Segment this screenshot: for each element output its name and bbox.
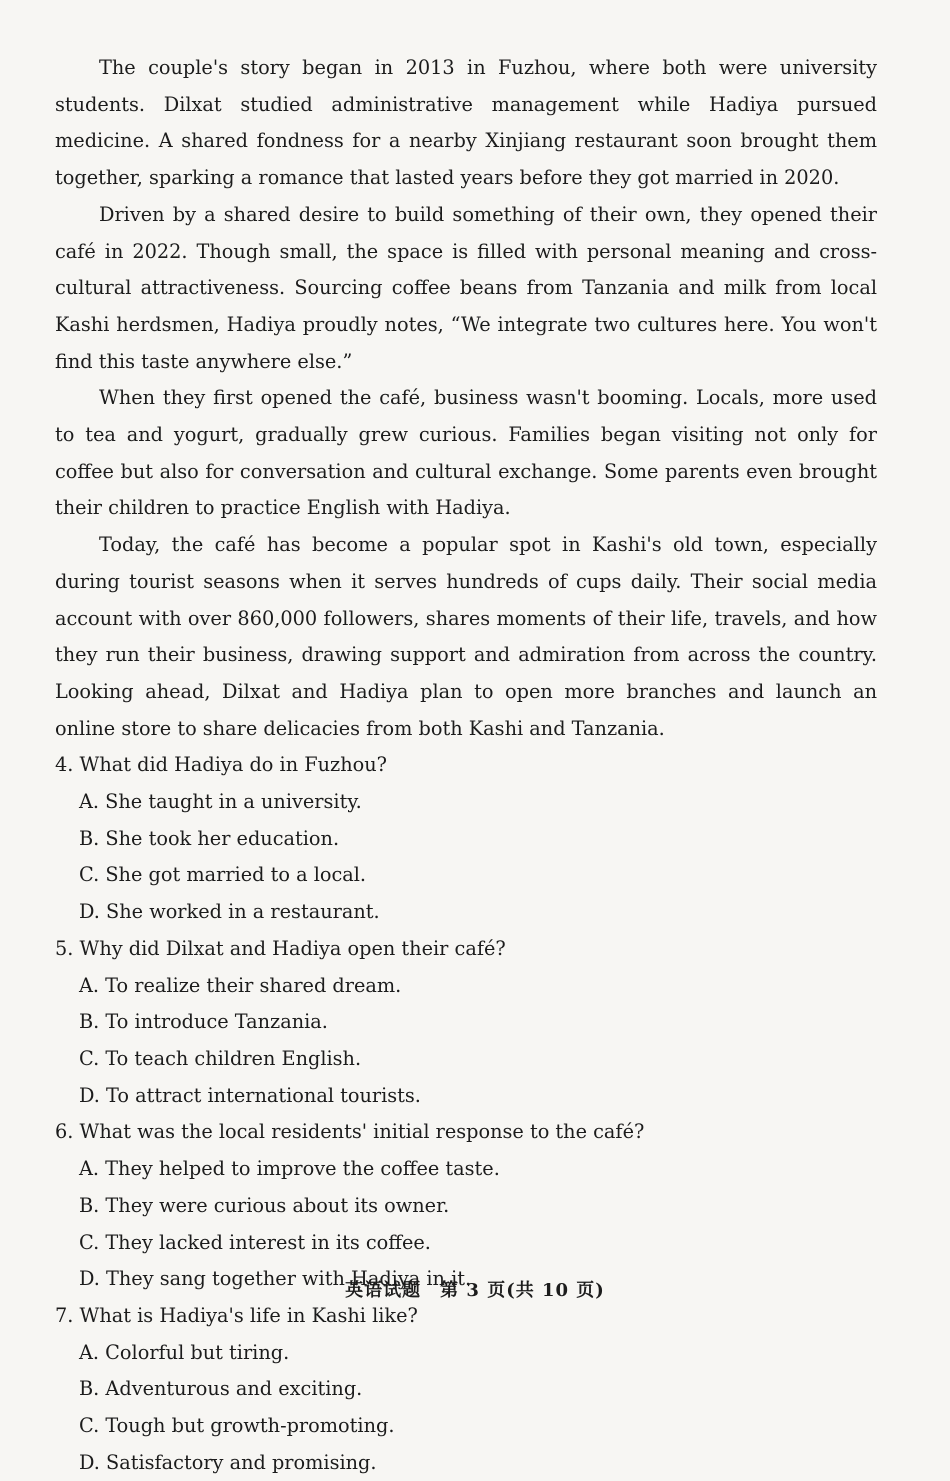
option-d: D. Satisfactory and promising. (79, 1450, 377, 1474)
option-d: D. To attract international tourists. (79, 1083, 421, 1107)
option-a: A. They helped to improve the coffee taste. (79, 1157, 500, 1181)
passage-paragraph-3: When they first opened the café, business wasn't booming. Locals, more used to tea and yogurt, gradually grew curious. Families began visiting not only for coffee but also for conversation and cultural exchange. Some parents even brought their children to practice English with Hadiya. (55, 386, 877, 520)
question-5 (55, 931, 877, 1115)
option-a: A. To realize their shared dream. (79, 973, 402, 997)
question-stem: 7. What is Hadiya's life in Kashi like? (55, 1303, 418, 1327)
passage-paragraph-4: Today, the café has become a popular spot in Kashi's old town, especially during tourist seasons when it serves hundreds of cups daily. Their social media account with over 860,000 followers, shares moments of their life, travels, and how they run their business, drawing support and admiration from across the country. Looking ahead, Dilxat and Hadiya plan to open more branches and launch an online store to share delicacies from both Kashi and Tanzania. (55, 533, 877, 740)
question-stem: 6. What was the local residents' initial response to the café? (55, 1120, 645, 1144)
question-4 (55, 747, 877, 931)
question-7 (55, 1298, 877, 1481)
option-b: B. They were curious about its owner. (79, 1193, 450, 1217)
option-b: B. She took her education. (79, 826, 340, 850)
passage-paragraph-2: Driven by a shared desire to build something of their own, they opened their café in 2022. Though small, the space is filled with personal meaning and cross-cultural attractiveness. Sourcing coffee beans from Tanzania and milk from local Kashi herdsmen, Hadiya proudly notes, “We integrate two cultures here. You won't find this taste anywhere else.” (55, 202, 877, 373)
page-footer: 英语试题 第 3 页(共 10 页) (345, 1280, 605, 1301)
option-a: A. She taught in a university. (79, 790, 362, 814)
question-stem: 5. Why did Dilxat and Hadiya open their café? (55, 936, 506, 960)
question-6 (55, 1114, 877, 1298)
option-b: B. Adventurous and exciting. (79, 1377, 363, 1401)
option-c: C. They lacked interest in its coffee. (79, 1230, 431, 1254)
option-b: B. To introduce Tanzania. (79, 1010, 328, 1034)
option-d: D. She worked in a restaurant. (79, 900, 380, 924)
option-a: A. Colorful but tiring. (79, 1340, 290, 1364)
option-c: C. Tough but growth-promoting. (79, 1414, 395, 1438)
option-d: D. They sang together with Hadiya in it. (79, 1267, 472, 1291)
passage-paragraph-1: The couple's story began in 2013 in Fuzhou, where both were university students. Dilxat studied administrative management while Hadiya pursued medicine. A shared fondness for a nearby Xinjiang restaurant soon brought them together, sparking a romance that lasted years before they got married in 2020. (55, 56, 877, 190)
question-stem: 4. What did Hadiya do in Fuzhou? (55, 753, 387, 777)
document-page (55, 50, 877, 1481)
answer-options (55, 784, 877, 931)
option-c: C. To teach children English. (79, 1046, 362, 1070)
option-c: C. She got married to a local. (79, 863, 367, 887)
answer-options (55, 968, 877, 1115)
answer-options (55, 1335, 877, 1481)
